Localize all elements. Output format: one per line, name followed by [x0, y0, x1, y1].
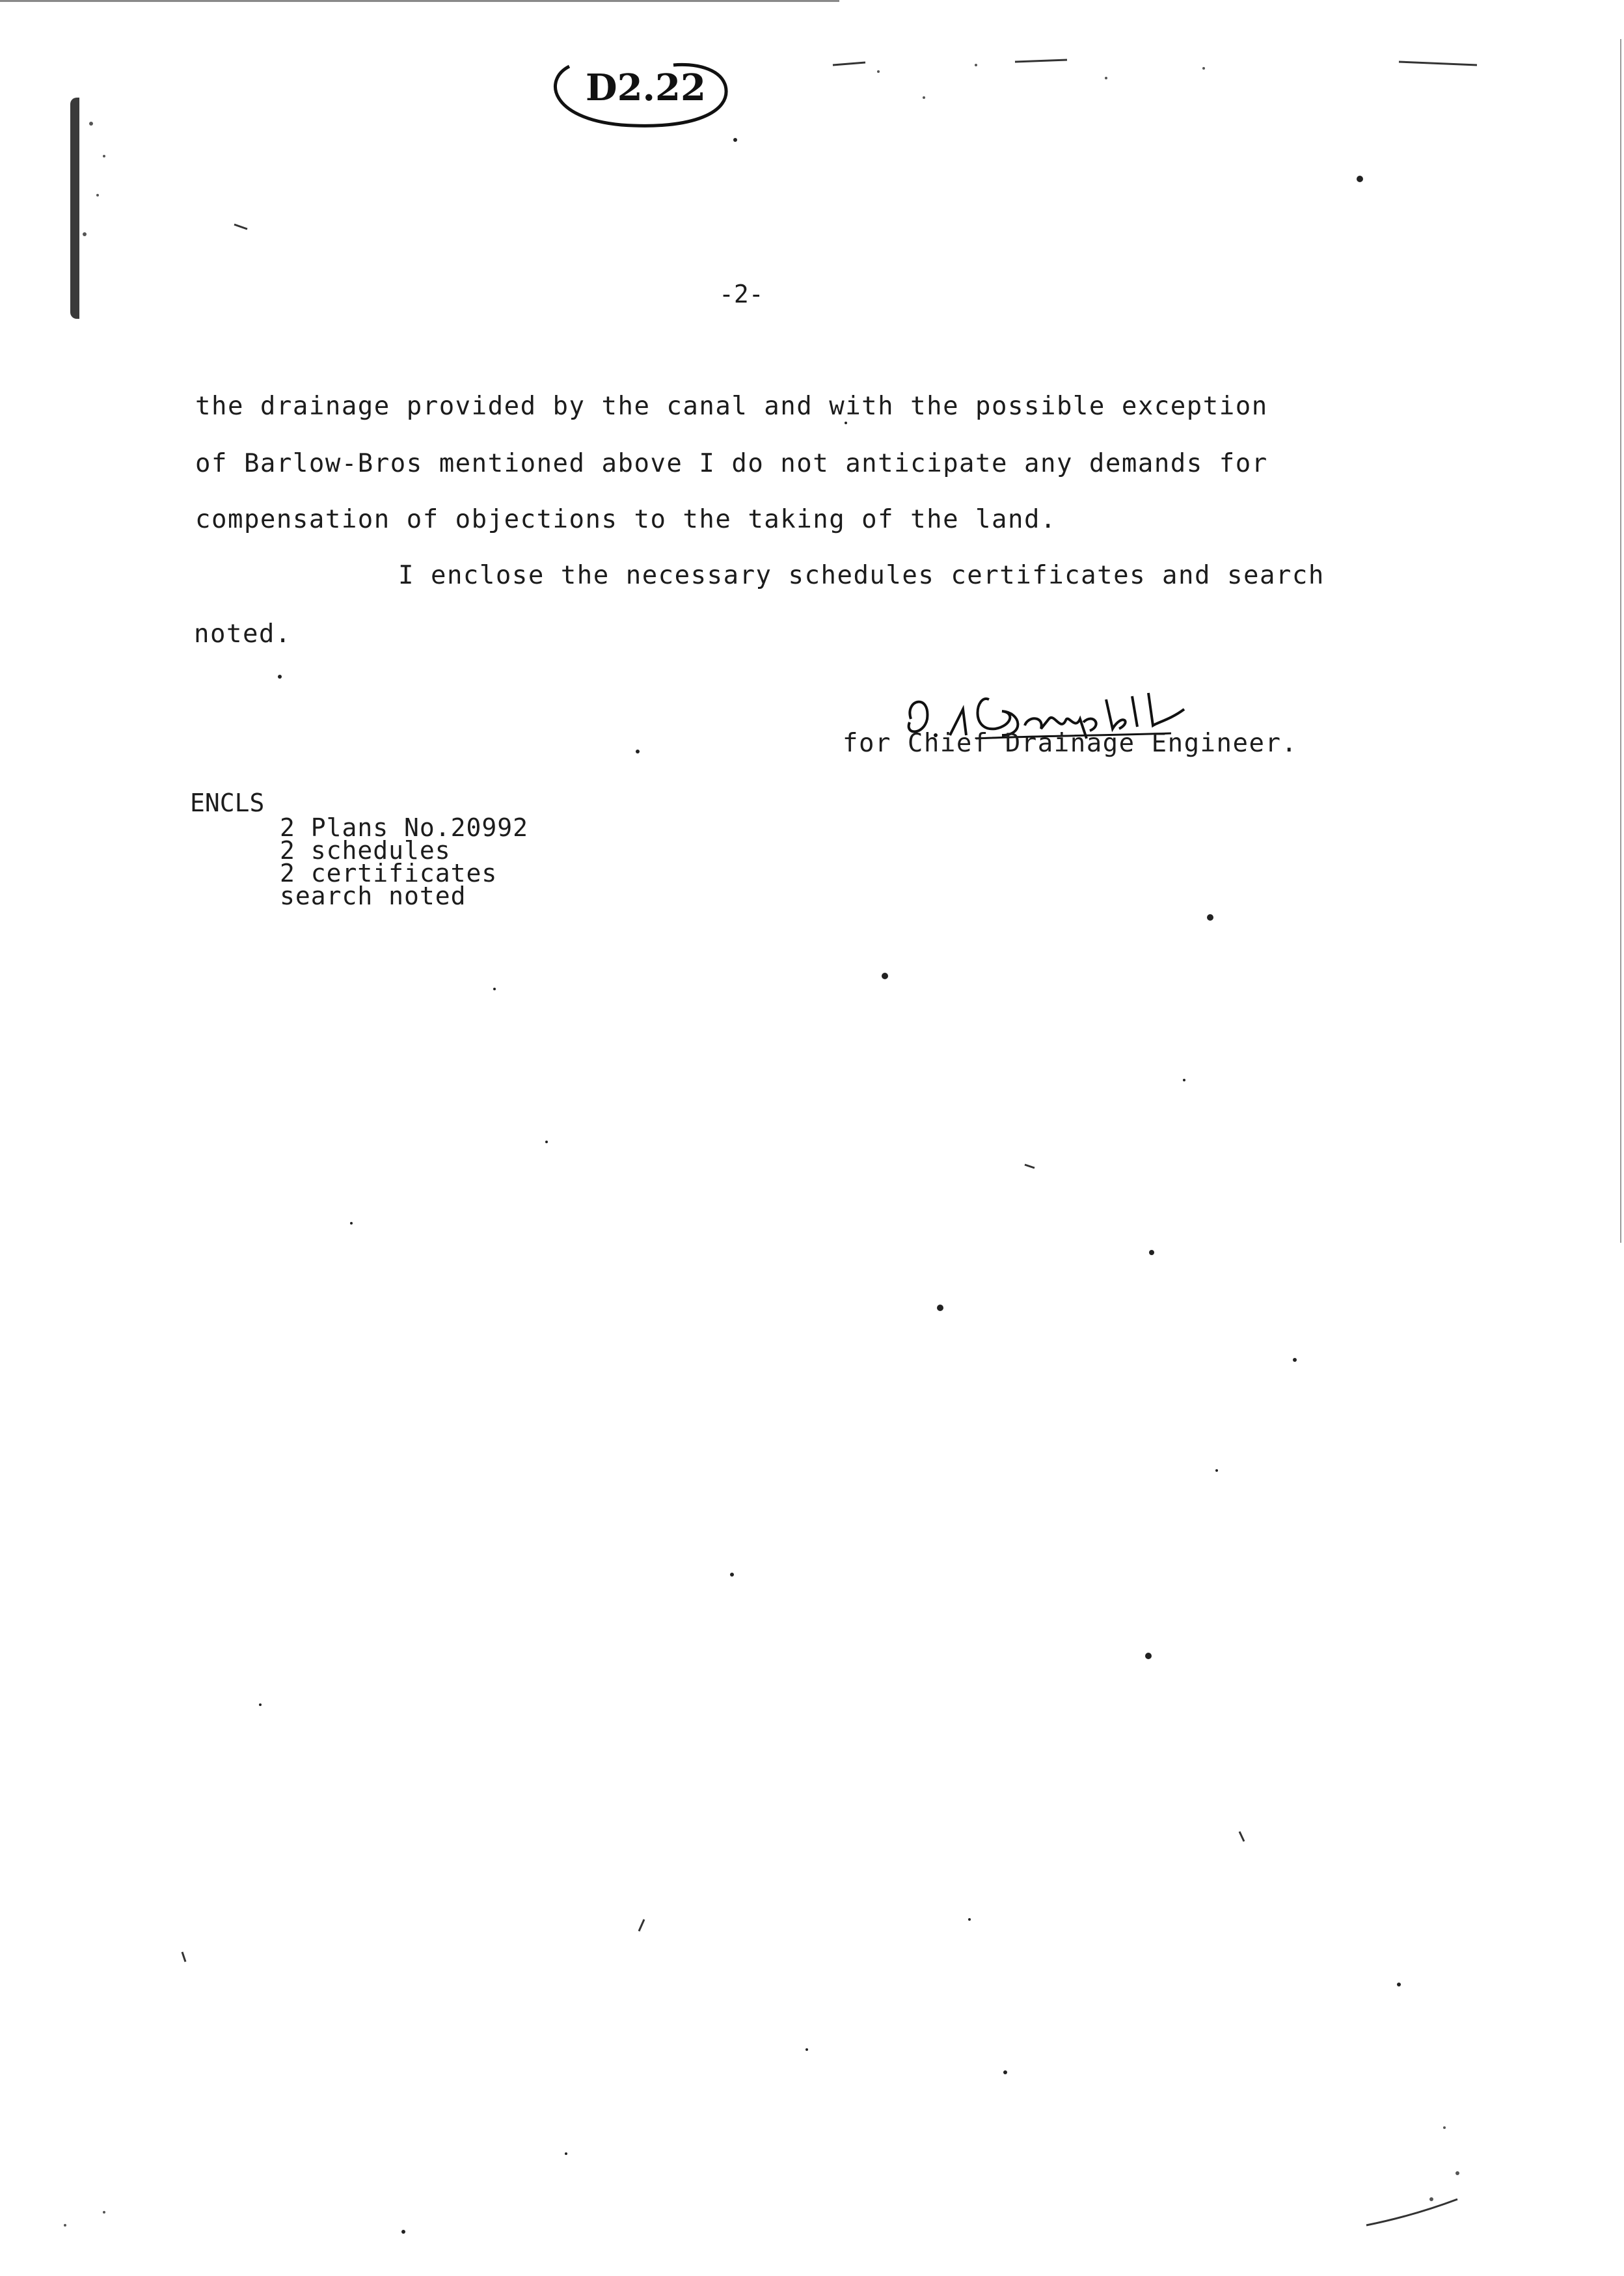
enclosure-item: 2 Plans No.20992 [280, 813, 529, 842]
body-line-2: of Barlow-Bros mentioned above I do not anticipate any demands for [195, 449, 1268, 478]
page-number: -2- [719, 280, 764, 308]
body-line-4: I enclose the necessary schedules certificates and search [398, 561, 1325, 590]
enclosure-item: 2 certificates [280, 859, 498, 887]
reference-number: D2.22 [586, 66, 706, 109]
signature-caption: for Chief Drainage Engineer. [843, 729, 1298, 758]
enclosures-heading: ENCLS [190, 789, 265, 817]
enclosure-item: 2 schedules [280, 836, 451, 865]
body-line-1: the drainage provided by the canal and with the possible exception [195, 392, 1268, 421]
body-line-3: compensation of objections to the taking of the land. [195, 505, 1057, 534]
enclosure-item: search noted [280, 882, 467, 910]
body-line-5: noted. [194, 619, 291, 649]
